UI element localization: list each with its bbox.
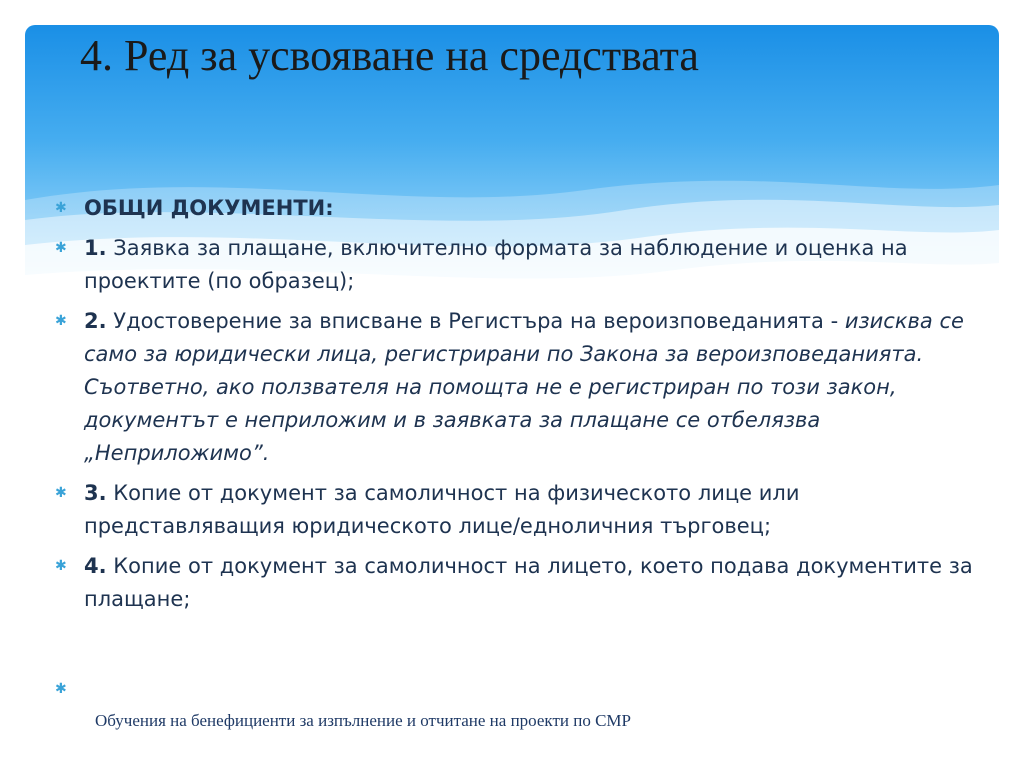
list-item — [55, 550, 990, 616]
item-text: Удостоверение за вписване в Регистъра на вероизповеданията - — [106, 309, 845, 333]
item-text: Копие от документ за самоличност на лицето, което подава документите за плащане; — [84, 554, 973, 611]
list-item — [55, 232, 990, 298]
list-item — [55, 477, 990, 543]
section-heading: ОБЩИ ДОКУМЕНТИ: — [84, 196, 334, 220]
item-note: изисква се само за юридически лица, регистрирани по Закона за вероизповеданията. Съответно, ако ползвателя на помощта не е регистриран по този закон, документът е неприложим и в заявката за плащане се отбелязва „Неприложимо”. — [84, 309, 964, 465]
item-text: Заявка за плащане, включително формата за наблюдение и оценка на проектите (по образец); — [84, 236, 908, 293]
list-item — [55, 305, 990, 470]
slide-footer: Обучения на бенефициенти за изпълнение и отчитане на проекти по СМР — [95, 711, 631, 730]
asterisk-bullet-icon: ✱ — [55, 313, 67, 329]
asterisk-bullet-icon: ✱ — [55, 681, 67, 697]
item-number: 3. — [84, 481, 107, 505]
item-number: 1. — [84, 236, 107, 260]
asterisk-bullet-icon: ✱ — [55, 485, 67, 501]
bullet-list — [55, 192, 990, 623]
asterisk-bullet-icon: ✱ — [55, 558, 67, 574]
asterisk-bullet-icon: ✱ — [55, 240, 67, 256]
item-number: 4. — [84, 554, 107, 578]
slide-title: 4. Ред за усвояване на средствата — [80, 31, 699, 80]
item-number: 2. — [84, 309, 107, 333]
asterisk-bullet-icon: ✱ — [55, 200, 67, 216]
empty-list-item — [55, 680, 67, 698]
item-text: Копие от документ за самоличност на физическото лице или представляващия юридическото лице/едноличния търговец; — [84, 481, 800, 538]
list-item — [55, 192, 990, 225]
